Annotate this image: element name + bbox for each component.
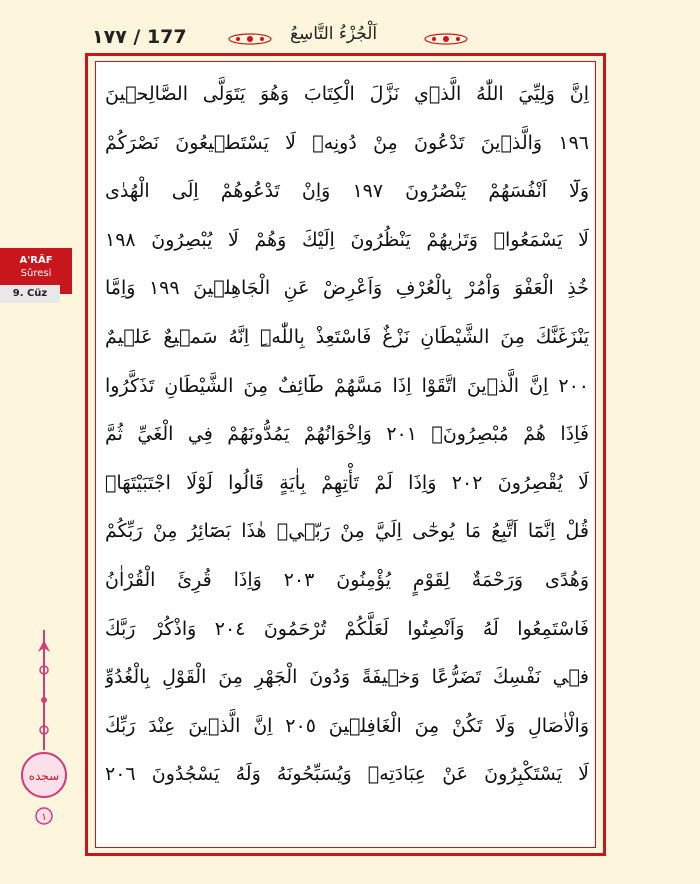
cuz-tab[interactable]: 9. Cüz	[0, 285, 60, 303]
verse-line: فَاسْتَمِعُوا لَهُ وَاَنْصِتُوا لَعَلَّكُمْ تُرْحَمُونَ ٢٠٤ وَاذْكُرْ رَبَّكَ	[105, 617, 589, 640]
sajda-label: سجده	[28, 769, 60, 783]
verse-line: لَا يَسْمَعُواۜ وَتَرٰيهُمْ يَنْظُرُونَ اِلَيْكَ وَهُمْ لَا يُبْصِرُونَ ١٩٨	[105, 228, 589, 251]
verse-line: ١٩٦ وَالَّذٖينَ تَدْعُونَ مِنْ دُونِهٖ لَا يَسْتَطٖيعُونَ نَصْرَكُمْ	[105, 131, 589, 154]
sajda-ornament-icon	[20, 630, 68, 830]
verse-line: قُلْ اِنَّمَٓا اَتَّبِعُ مَا يُوحٰٓى اِلَيَّ مِنْ رَبّٖيۚ هٰذَا بَصَٓائِرُ مِنْ رَبِّكُمْ	[105, 520, 589, 543]
header-ornament-left	[227, 32, 273, 46]
verse-line: لَا يُقْصِرُونَ ٢٠٢ وَاِذَا لَمْ تَأْتِهِمْ بِاٰيَةٍ قَالُوا لَوْلَا اجْتَبَيْتَهَاۜ	[105, 471, 589, 494]
verse-line: فٖي نَفْسِكَ تَضَرُّعًا وَخٖيفَةً وَدُونَ الْجَهْرِ مِنَ الْقَوْلِ بِالْغُدُوِّ	[105, 666, 589, 689]
verse-line: لَا يَسْتَكْبِرُونَ عَنْ عِبَادَتِهٖ وَيُسَبِّحُونَهُ وَلَهُ يَسْجُدُونَ ٢٠٦	[105, 763, 589, 786]
verse-line: وَهُدًى وَرَحْمَةٌ لِقَوْمٍ يُؤْمِنُونَ ٢٠٣ وَاِذَا قُرِئَ الْقُرْاٰنُ	[105, 568, 589, 591]
verse-line: وَالْاٰصَالِ وَلَا تَكُنْ مِنَ الْغَافِلٖينَ ٢٠٥ اِنَّ الَّذٖينَ عِنْدَ رَبِّكَ	[105, 714, 589, 737]
verse-text-block	[105, 70, 589, 799]
sajda-number: ١	[41, 812, 47, 823]
verse-line: فَاِذَا هُمْ مُبْصِرُونَۚ ٢٠١ وَاِخْوَانُهُمْ يَمُدُّونَهُمْ فِي الْغَيِّ ثُمَّ	[105, 423, 589, 446]
verse-line: يَنْزَغَنَّكَ مِنَ الشَّيْطَانِ نَزْغٌ فَاسْتَعِذْ بِاللّٰهِۜ اِنَّهُ سَمٖيعٌ عَلٖيمٌ	[105, 325, 589, 348]
sura-name: A'RÂF	[19, 255, 53, 266]
juz-title: اَلْجُزْءُ التَّاسِعُ	[290, 24, 378, 44]
verse-line: خُذِ الْعَفْوَ وَاْمُرْ بِالْعُرْفِ وَاَعْرِضْ عَنِ الْجَاهِلٖينَ ١٩٩ وَاِمَّا	[105, 277, 589, 300]
page-number: ١٧٧ / 177	[92, 26, 187, 48]
verse-line: ٢٠٠ اِنَّ الَّذٖينَ اتَّقَوْا اِذَا مَسَّهُمْ طَٓائِفٌ مِنَ الشَّيْطَانِ تَذَكَّرُوا	[105, 374, 589, 397]
verse-line: اِنَّ وَلِيِّيَ اللّٰهُ الَّذٖي نَزَّلَ الْكِتَابَ وَهُوَ يَتَوَلَّى الصَّالِحٖينَ	[105, 83, 589, 105]
header-ornament-right	[423, 32, 469, 46]
sura-label: Sûresi	[20, 268, 52, 279]
verse-line: وَلَٓا اَنْفُسَهُمْ يَنْصُرُونَ ١٩٧ وَاِنْ تَدْعُوهُمْ اِلَى الْهُدٰى	[105, 180, 589, 203]
